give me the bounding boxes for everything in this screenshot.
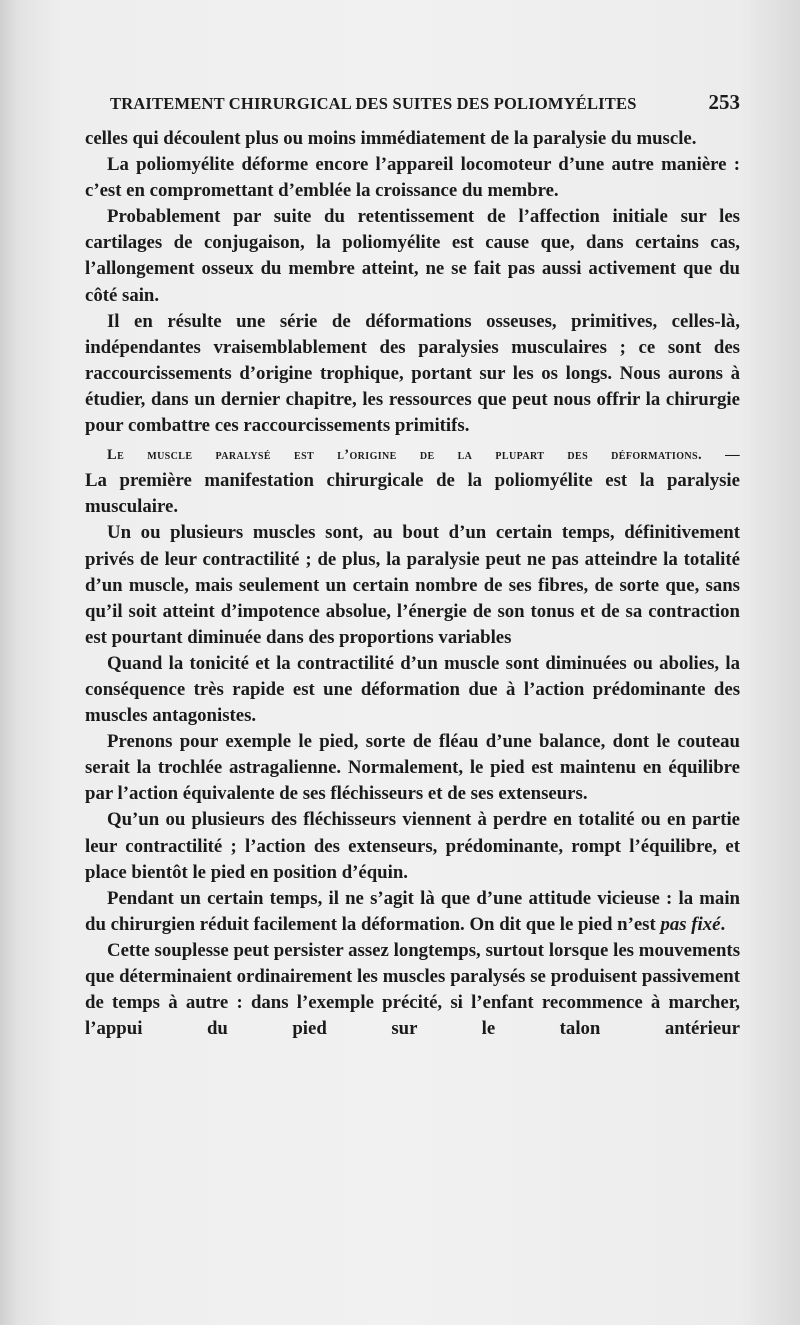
paragraph-10 [85,886,740,938]
paragraph-5: La première manifestation chirurgicale de la poliomyélite est la paralysie musculaire. [85,470,740,518]
section-heading-paragraph [85,441,740,468]
paragraph-6: Un ou plusieurs muscles sont, au bout d’un certain temps, définitivement privés de leur contractilité ; de plus, la paralysie peut ne pas atteindre la totalité d’un muscle, mais seulement un certain nombre de ses fibres, de sorte que, sans qu’il soit atteint d’impotence absolue, l’énergie de son tonus et de sa contraction est pourtant diminuée dans des proportions variables [85,522,740,648]
paragraph-3: Probablement par suite du retentissement de l’affection initiale sur les cartilages de conjugaison, la poliomyélite est cause que, dans certains cas, l’allongement osseux du membre atteint, ne se fait pas aussi activement que du côté sain. [85,206,740,306]
paragraph-4: Il en résulte une série de déformations osseuses, primitives, celles-là, indépendantes vraisemblablement des paralysies musculaires ; ce sont des raccourcissements d’origine trophique, portant sur les os longs. Nous aurons à étudier, dans un dernier chapitre, les ressources que peut nous offrir la chirurgie pour combattre ces raccourcissements primitifs. [85,310,740,437]
running-head: TRAITEMENT CHIRURGICAL DES SUITES DES POLIOMYÉLITES [110,94,637,113]
page-number: 253 [708,90,740,114]
paragraph-8: Prenons pour exemple le pied, sorte de fléau d’une balance, dont le couteau serait la trochlée astragalienne. Normalement, le pied est maintenu en équilibre par l’action équivalente de ses fléchisseurs et de ses extenseurs. [85,731,740,805]
paragraph-11: Cette souplesse peut persister assez longtemps, surtout lorsque les mouvements que déterminaient ordinairement les muscles paralysés se produisent passivement de temps à autre : dans l’exemple précité, si l’enfant recommence à marcher, l’appui du pied sur le talon antérieur [85,939,740,1040]
paragraph-7: Quand la tonicité et la contractilité d’un muscle sont diminuées ou abolies, la conséquence très rapide est une déformation due à l’action prédominante des muscles antagonistes. [85,652,740,727]
page-body [85,126,740,1042]
paragraph-9: Qu’un ou plusieurs des fléchisseurs viennent à perdre en totalité ou en partie leur contractilité ; l’action des extenseurs, prédominante, rompt l’équilibre, et place bientôt le pied en position d’équin. [85,809,740,883]
page-header [110,90,740,115]
paragraph-10-emphasis: pas fixé [660,913,721,935]
section-heading: Le muscle paralysé est l’origine de la plupart des déformations. — [107,447,740,464]
paragraph-1: celles qui découlent plus ou moins immédiatement de la paralysie du muscle. [85,128,697,149]
paragraph-10-start: Pendant un certain temps, il ne s’agit là que d’une attitude vicieuse : la main du chirurgien réduit facilement la déformation. On dit que le pied n’est [85,887,740,935]
paragraph-2: La poliomyélite déforme encore l’appareil locomoteur d’une autre manière : c’est en compromettant d’emblée la croissance du membre. [85,154,740,202]
paragraph-10-end: . [720,913,726,935]
